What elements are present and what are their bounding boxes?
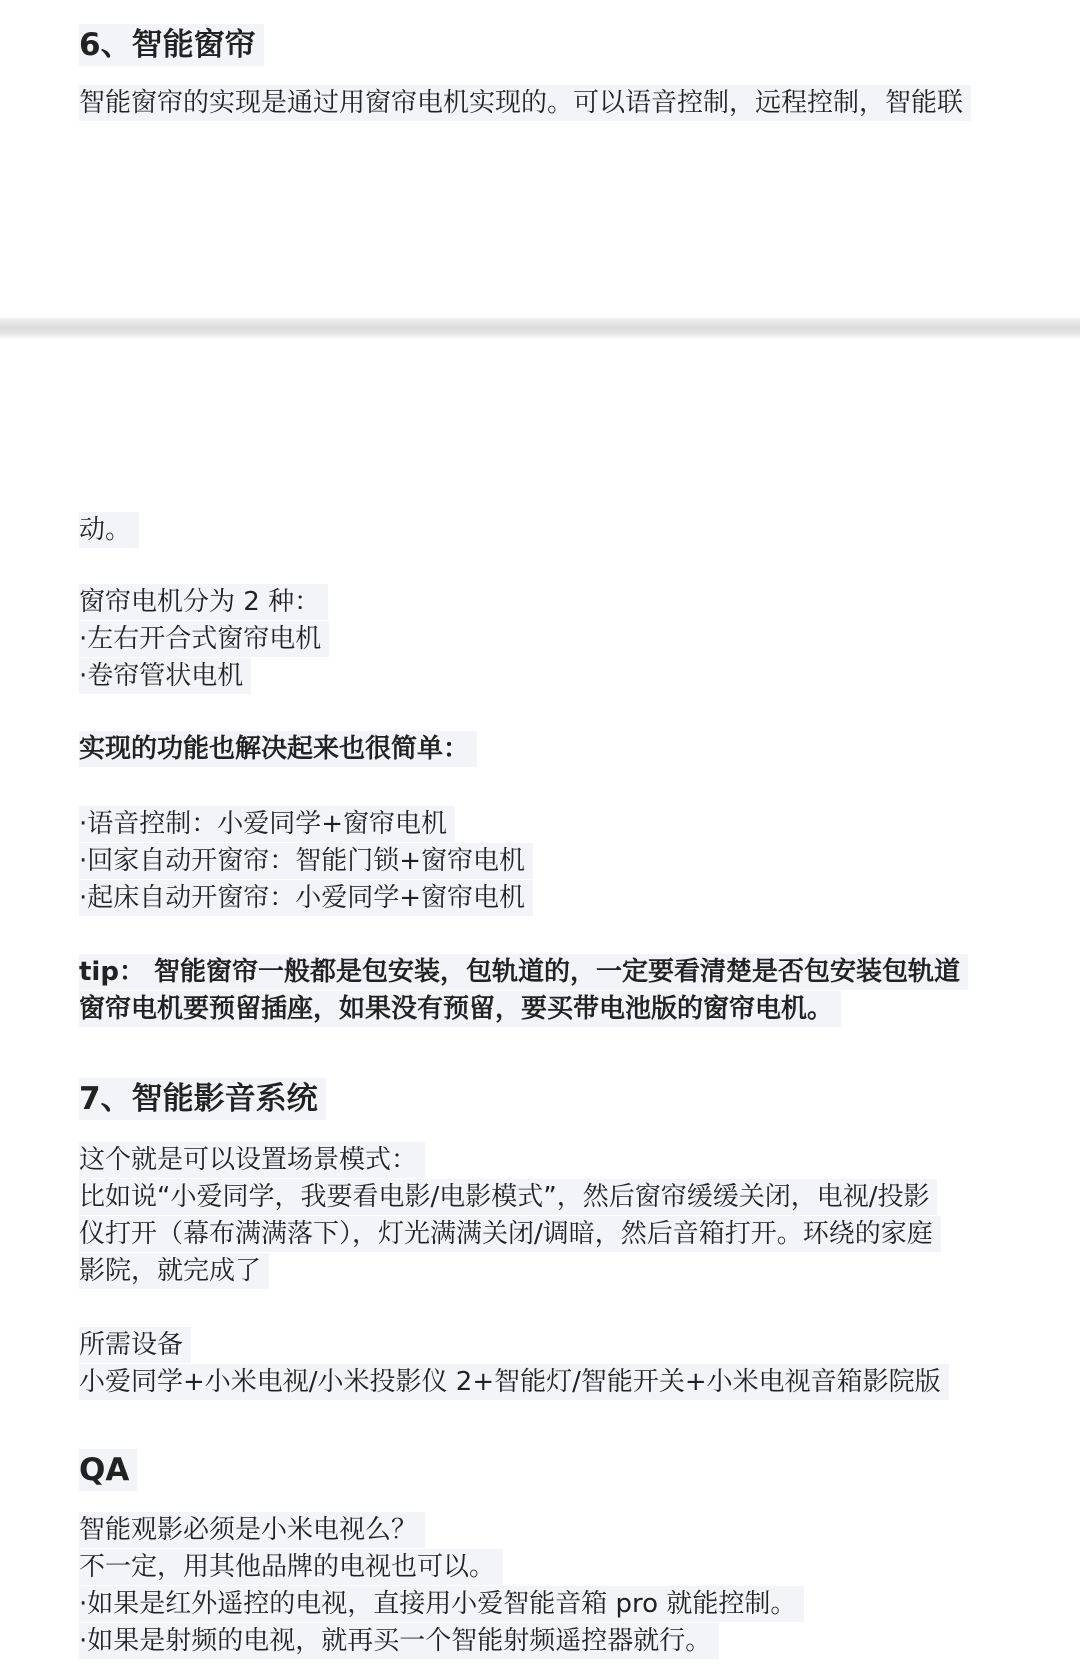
qa-heading: QA <box>79 1449 137 1491</box>
qa-answer: 不一定，用其他品牌的电视也可以。 <box>79 1549 503 1585</box>
devices-title: 所需设备 <box>79 1327 191 1363</box>
section-7-desc-line2: 比如说“小爱同学，我要看电影/电影模式”，然后窗帘缓缓关闭，电视/投影 <box>79 1179 937 1215</box>
function-item: ·起床自动开窗帘：小爱同学+窗帘电机 <box>79 880 533 916</box>
devices-list: 小爱同学+小米电视/小米投影仪 2+智能灯/智能开关+小米电视音箱影院版 <box>79 1364 949 1400</box>
tip-line2: 窗帘电机要预留插座，如果没有预留，要买带电池版的窗帘电机。 <box>79 991 841 1027</box>
motor-type-item: ·卷帘管状电机 <box>79 658 251 694</box>
section-6-intro-line2: 动。 <box>79 512 139 548</box>
motor-types-title: 窗帘电机分为 2 种： <box>79 584 328 620</box>
section-7-heading: 7、智能影音系统 <box>79 1078 326 1120</box>
section-7-desc-line1: 这个就是可以设置场景模式： <box>79 1142 425 1178</box>
function-item: ·回家自动开窗帘：智能门锁+窗帘电机 <box>79 843 533 879</box>
section-7-desc-line3: 仪打开（幕布满满落下），灯光满满关闭/调暗，然后音箱打开。环绕的家庭 <box>79 1216 941 1252</box>
functions-title: 实现的功能也解决起来也很简单： <box>79 731 477 767</box>
qa-point: ·如果是红外遥控的电视，直接用小爱智能音箱 pro 就能控制。 <box>79 1586 804 1622</box>
qa-question: 智能观影必须是小米电视么？ <box>79 1512 425 1548</box>
page-divider <box>0 318 1080 340</box>
motor-type-item: ·左右开合式窗帘电机 <box>79 621 329 657</box>
tip-line1: tip： 智能窗帘一般都是包安装，包轨道的，一定要看清楚是否包安装包轨道 <box>79 954 968 990</box>
section-7-desc-line4: 影院，就完成了 <box>79 1253 269 1289</box>
function-item: ·语音控制：小爱同学+窗帘电机 <box>79 806 455 842</box>
section-6-intro-line1: 智能窗帘的实现是通过用窗帘电机实现的。可以语音控制，远程控制，智能联 <box>79 85 971 121</box>
qa-point: ·如果是射频的电视，就再买一个智能射频遥控器就行。 <box>79 1623 719 1659</box>
section-6-heading: 6、智能窗帘 <box>79 24 264 66</box>
